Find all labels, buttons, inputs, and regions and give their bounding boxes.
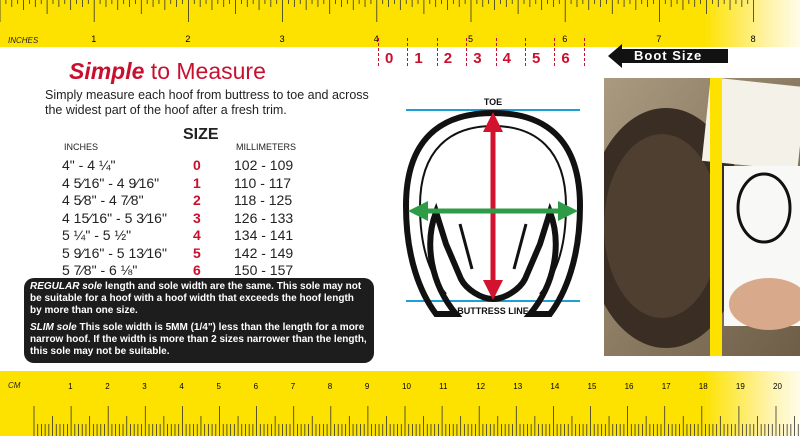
- inch-number: 1: [91, 34, 97, 44]
- inches-ruler: [0, 0, 800, 47]
- inch-number: 3: [279, 34, 285, 44]
- row-mm: 134 - 141: [234, 227, 294, 243]
- slim-note-title: SLIM sole: [30, 322, 77, 333]
- size-bar-divider: [584, 38, 585, 66]
- slim-note-text: This sole width is 5MM (1/4") less than the length for a more narrow hoof. If the width is more than 2 sizes narrower than the length, this sole may not be suitable.: [30, 322, 367, 357]
- size-bar-divider: [554, 38, 555, 66]
- inch-number: 4: [373, 34, 379, 44]
- size-bar-number: 5: [532, 50, 541, 67]
- row-size: 3: [193, 209, 201, 226]
- cm-number: 17: [661, 382, 671, 391]
- size-header: SIZE: [183, 126, 219, 143]
- cm-number: 9: [364, 382, 370, 391]
- inch-number: 8: [750, 34, 756, 44]
- row-size: 0: [193, 157, 201, 173]
- size-bar-divider: [496, 38, 497, 66]
- cm-number: 19: [735, 382, 745, 391]
- row-mm: 110 - 117: [234, 174, 292, 191]
- width-arrow-left-icon: [408, 201, 428, 221]
- cm-number: 18: [698, 382, 708, 391]
- inch-number: 7: [656, 34, 662, 44]
- cm-number: 7: [290, 382, 296, 391]
- row-size: 4: [193, 227, 201, 243]
- row-size: 1: [193, 174, 201, 191]
- toe-label: TOE: [483, 97, 503, 107]
- row-mm: 102 - 109: [234, 157, 294, 173]
- size-bar-divider: [437, 38, 438, 66]
- row-inches: 4" - 4 ¼": [62, 157, 116, 173]
- buttress-label: BUTTRESS LINE: [457, 306, 529, 316]
- row-inches: 4 15⁄16" - 5 3⁄16": [62, 209, 167, 226]
- hoof-diagram: [390, 94, 595, 328]
- row-inches: 5 7⁄8" - 6 ⅛": [62, 262, 138, 278]
- size-bar-number: 2: [443, 50, 453, 67]
- cm-number: 3: [142, 382, 147, 391]
- title-rest: to Measure: [144, 58, 266, 84]
- row-mm: 118 - 125: [234, 192, 293, 208]
- row-inches: 4 5⁄16" - 4 9⁄16": [62, 174, 160, 191]
- row-inches: 5 ¼" - 5 ½": [62, 227, 132, 243]
- cm-number: 15: [587, 382, 597, 391]
- boot-size-label: Boot Size: [634, 48, 703, 63]
- regular-note-text: length and sole width are the same. This sole may not be suitable for a hoof with a hoof width that exceeds the hoof length by more than one size.: [30, 281, 362, 316]
- size-bar-number: 6: [561, 50, 570, 67]
- size-bar-number: 0: [385, 50, 394, 67]
- row-size: 2: [193, 192, 201, 208]
- row-mm: 150 - 157: [234, 262, 294, 278]
- size-bar-divider: [378, 38, 379, 66]
- size-bar-number: 4: [502, 50, 511, 67]
- millimeters-header: MILLIMETERS: [236, 142, 297, 152]
- size-bar-divider: [466, 38, 467, 66]
- inch-number: 2: [185, 34, 191, 44]
- page-title: [69, 58, 266, 85]
- intro-text: Simply measure each hoof from buttress to toe and across the widest part of the hoof after a fresh trim.: [45, 88, 369, 117]
- size-bar-divider: [525, 38, 526, 66]
- cm-number: 2: [105, 382, 110, 391]
- regular-note-title: REGULAR sole: [30, 281, 103, 292]
- cm-ruler-label: CM: [8, 381, 21, 390]
- row-size: 6: [193, 262, 201, 278]
- width-arrow-right-icon: [558, 201, 578, 221]
- size-bar-number: 1: [414, 50, 423, 67]
- cm-number: 11: [439, 382, 448, 391]
- cm-number: 20: [773, 382, 782, 391]
- cm-number: 4: [179, 382, 184, 391]
- cm-number: 6: [253, 382, 259, 391]
- row-mm: 126 - 133: [234, 209, 294, 226]
- cm-number: 10: [402, 382, 411, 391]
- row-size: 5: [193, 244, 201, 261]
- size-bar-number: 3: [473, 50, 482, 67]
- boot-size-arrow: [608, 44, 728, 68]
- inch-number: 5: [468, 34, 474, 44]
- title-simple: Simple: [69, 58, 145, 84]
- inch-number: 6: [562, 34, 568, 44]
- inches-ruler-ticks: [0, 0, 800, 47]
- slim-note: [30, 322, 368, 358]
- photo-illustration: [604, 78, 800, 356]
- inches-header: INCHES: [64, 142, 99, 152]
- row-inches: 5 9⁄16" - 5 13⁄16": [62, 244, 167, 261]
- hoof-measuring-photo: [604, 78, 800, 356]
- cm-ruler-ticks: [0, 371, 800, 436]
- cm-number: 1: [68, 382, 73, 391]
- row-inches: 4 5⁄8" - 4 7⁄8": [62, 192, 144, 208]
- cm-number: 5: [216, 382, 221, 391]
- inches-ruler-label: INCHES: [8, 36, 39, 45]
- sole-notes: [24, 278, 374, 363]
- cm-number: 8: [327, 382, 333, 391]
- cm-number: 14: [550, 382, 560, 391]
- cm-ruler: [0, 371, 800, 436]
- size-bar-divider: [407, 38, 408, 66]
- cm-number: 12: [476, 382, 486, 391]
- row-mm: 142 - 149: [234, 244, 294, 261]
- regular-note: [30, 281, 368, 317]
- cm-number: 13: [513, 382, 523, 391]
- cm-number: 16: [624, 382, 634, 391]
